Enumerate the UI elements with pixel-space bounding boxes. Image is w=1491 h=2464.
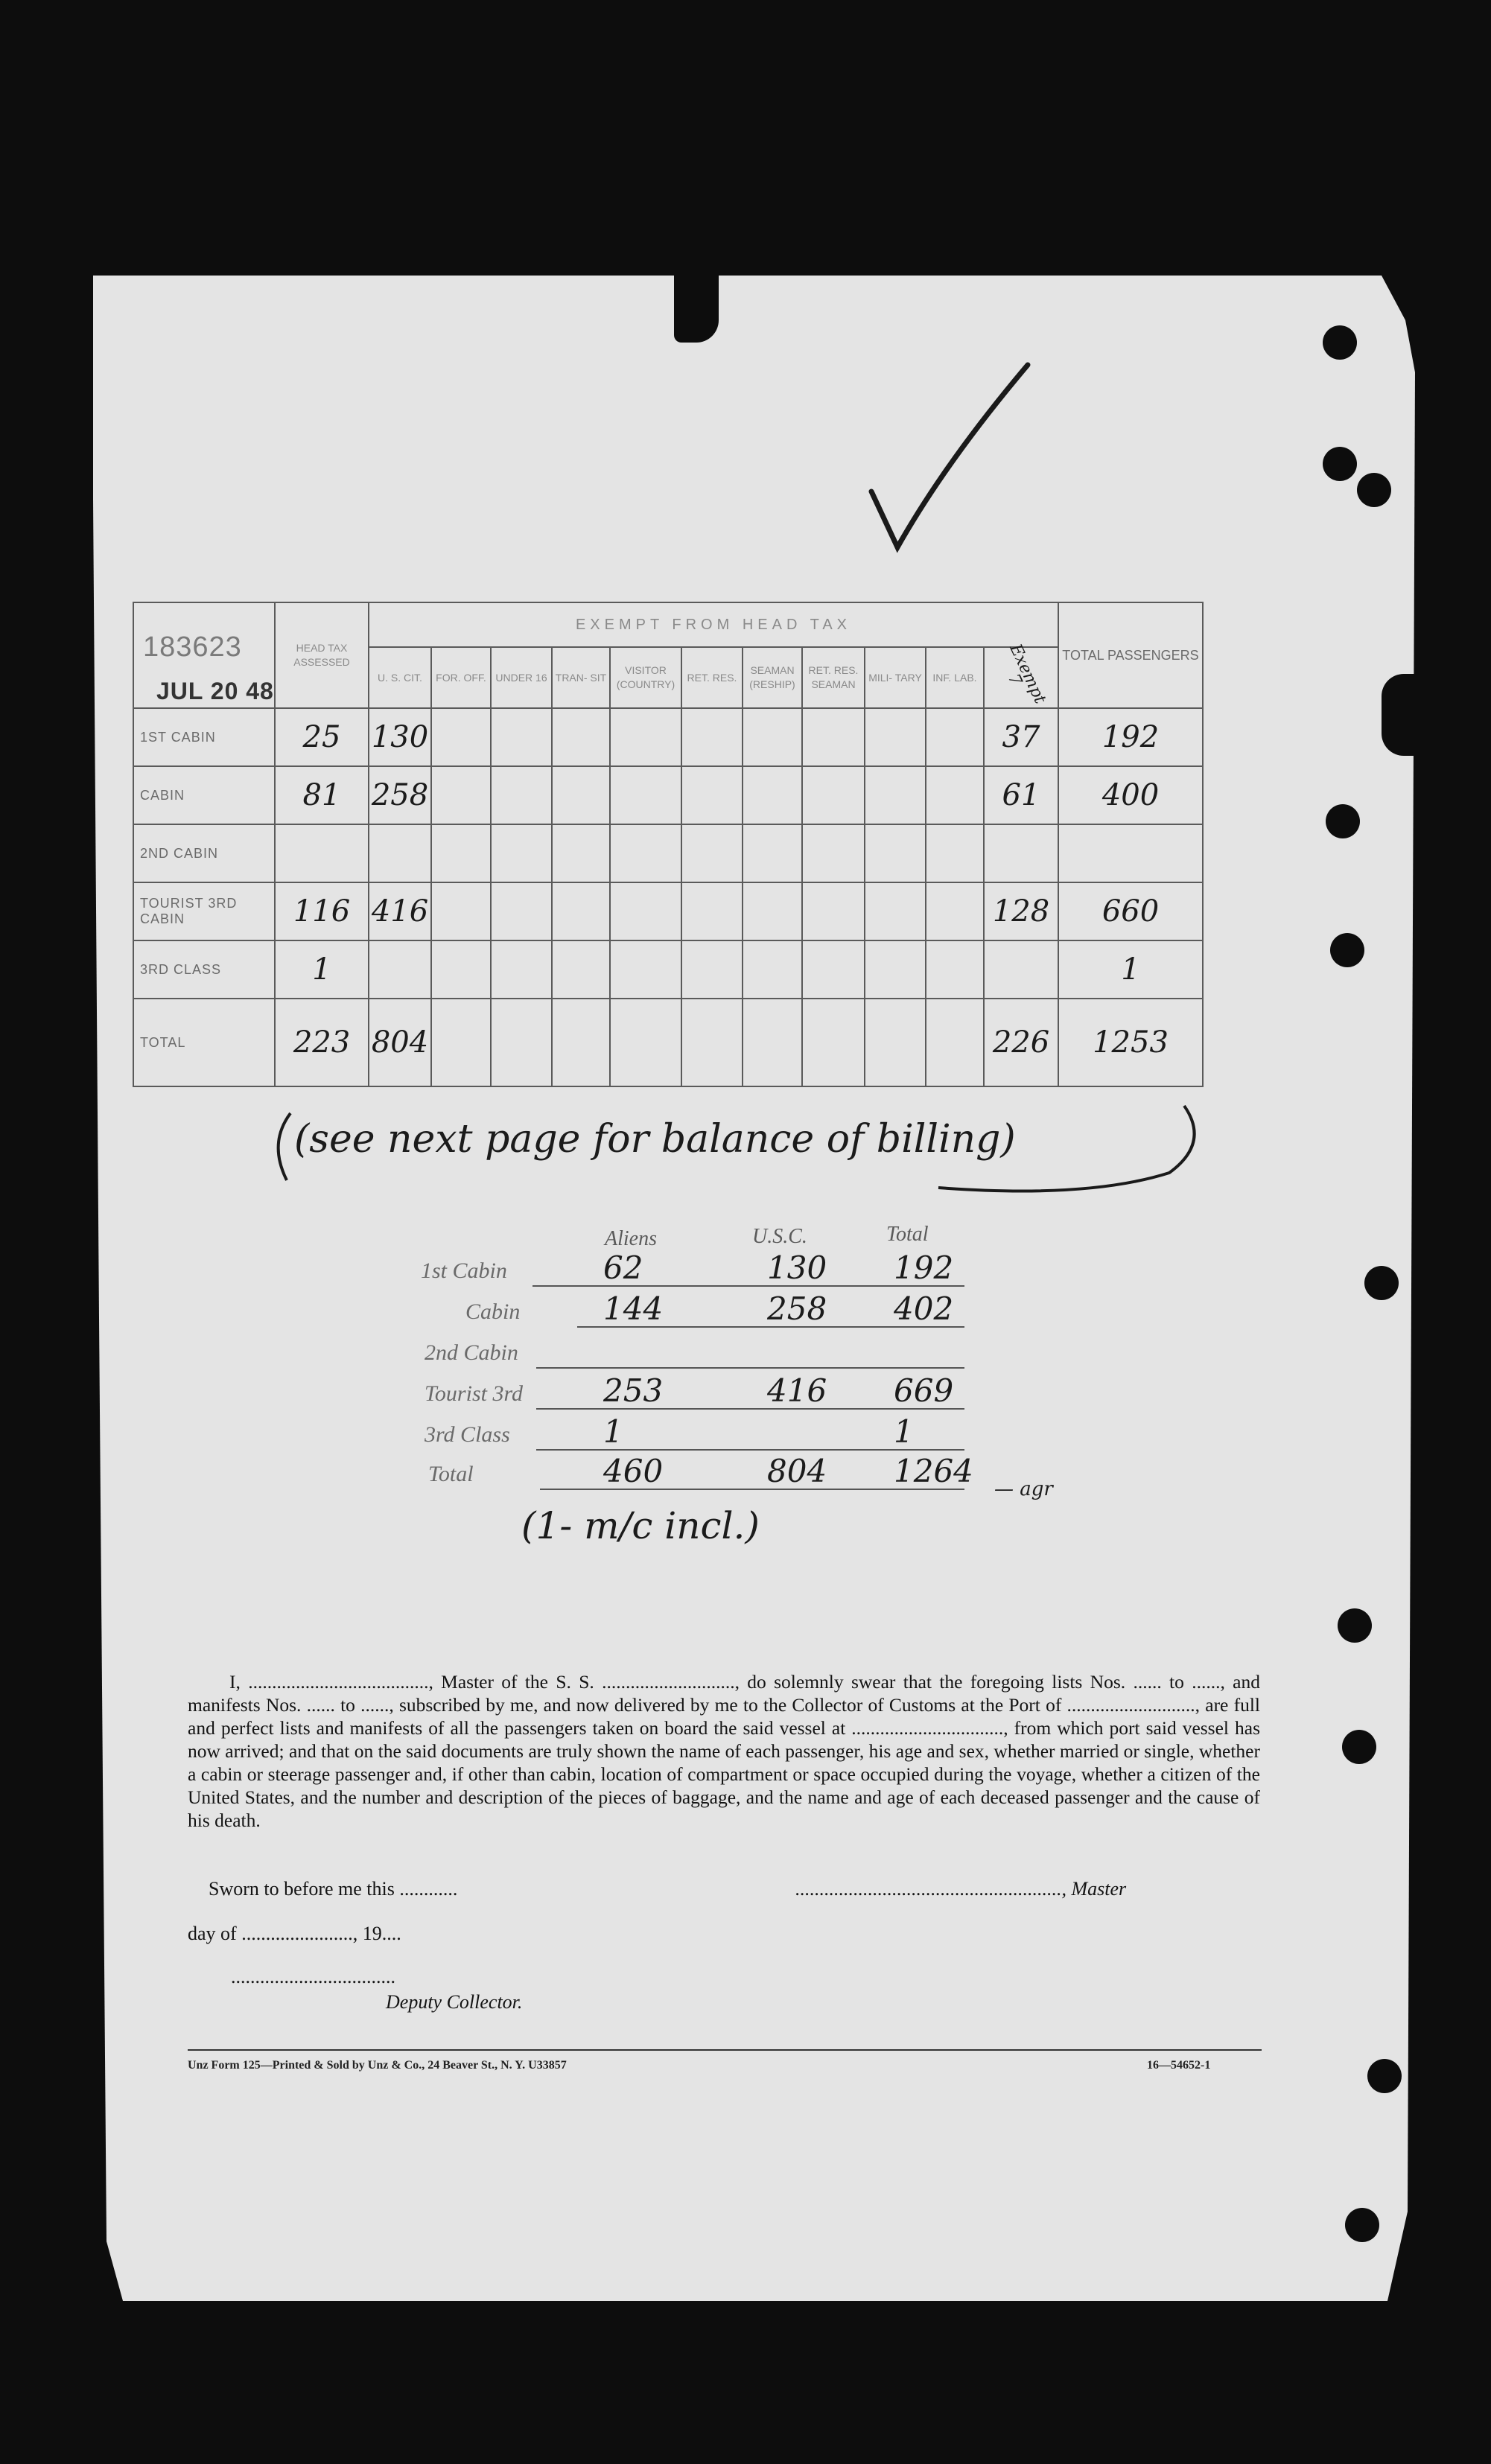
- column-header: SEAMAN (RESHIP): [743, 647, 802, 708]
- table-row: [133, 766, 1203, 824]
- column-header: VISITOR (COUNTRY): [610, 647, 681, 708]
- empty-cell: [610, 940, 681, 999]
- summary-usc-value: 416: [767, 1372, 827, 1409]
- row-label: TOTAL: [133, 999, 275, 1086]
- summary-row-label: Cabin: [465, 1299, 521, 1324]
- head-tax-table: [133, 602, 1204, 1087]
- total-passengers-cell: 660: [1058, 882, 1203, 940]
- total-passengers-cell: 400: [1058, 766, 1203, 824]
- us-citizen-cell: [369, 940, 431, 999]
- summary-usc-value: 130: [767, 1249, 827, 1286]
- footer-right: 16—54652-1: [1147, 2059, 1211, 2072]
- handwritten-column-label: Exempt 7: [984, 647, 1058, 708]
- empty-cell: [431, 708, 491, 766]
- empty-cell: [743, 940, 802, 999]
- empty-cell: [431, 882, 491, 940]
- exempt-count-cell: [984, 824, 1058, 882]
- empty-cell: [681, 766, 743, 824]
- empty-cell: [681, 999, 743, 1086]
- column-header: RET. RES. SEAMAN: [802, 647, 865, 708]
- table-row: [133, 940, 1203, 999]
- empty-cell: [926, 708, 984, 766]
- empty-cell: [802, 766, 865, 824]
- summary-total-value: 402: [894, 1290, 954, 1327]
- summary-aliens-value: 1: [603, 1413, 623, 1450]
- footer-rule: [188, 2049, 1262, 2051]
- empty-cell: [865, 766, 926, 824]
- summary-total-value: 669: [894, 1372, 954, 1409]
- empty-cell: [491, 940, 552, 999]
- exempt-count-cell: 37: [984, 708, 1058, 766]
- summary-parenthetical: (1- m/c incl.): [521, 1504, 760, 1547]
- footer-left: Unz Form 125—Printed & Sold by Unz & Co., 24 Beaver St., N. Y. U33857: [188, 2059, 567, 2072]
- column-header: U. S. CIT.: [369, 647, 431, 708]
- total-passengers-cell: 1253: [1058, 999, 1203, 1086]
- punch-hole: [1326, 804, 1360, 838]
- empty-cell: [865, 940, 926, 999]
- empty-cell: [743, 708, 802, 766]
- summary-row-label: 3rd Class: [425, 1422, 510, 1447]
- empty-cell: [552, 708, 610, 766]
- punch-hole: [1342, 1730, 1376, 1764]
- exempt-header: EXEMPT FROM HEAD TAX: [369, 602, 1058, 647]
- empty-cell: [610, 766, 681, 824]
- summary-row-label: Tourist 3rd: [425, 1381, 524, 1406]
- oath-paragraph: I, ......................................, Master of the S. S. ............................, do solemnly swear that the foregoing lists Nos. ...... to ......, and manifests Nos. ...... to ......, subscribed by me, and now delivered by me to the Collector of Customs at the Port of ..........................., are full and perfect lists and manifests of all the passengers taken on board the said vessel at ................................, from which port said vessel has now arrived; and that on the said documents are truly shown the name of each passenger, his age and sex, whether married or single, whether a cabin or steerage passenger and, if other than cabin, location of compartment or space occupied during the voyage, whether a citizen of the United States, and the number and description of the pieces of baggage, and the name and age of each deceased passenger and the cause of his death.: [188, 1671, 1260, 1831]
- column-header: TRAN- SIT: [552, 647, 610, 708]
- table-row: [133, 882, 1203, 940]
- record-number-stamp: 183623: [143, 631, 242, 663]
- empty-cell: [802, 882, 865, 940]
- column-header: HEAD TAX ASSESSED: [275, 602, 369, 708]
- head-tax-assessed-cell: 223: [275, 999, 369, 1086]
- summary-row-label: 1st Cabin: [421, 1258, 507, 1283]
- empty-cell: [865, 882, 926, 940]
- column-header: TOTAL PASSENGERS: [1058, 602, 1203, 708]
- summary-total-value: 192: [894, 1249, 954, 1286]
- punch-hole: [1338, 1608, 1372, 1643]
- empty-cell: [926, 824, 984, 882]
- us-citizen-cell: 130: [369, 708, 431, 766]
- empty-cell: [802, 940, 865, 999]
- empty-cell: [491, 708, 552, 766]
- punch-hole: [1323, 447, 1357, 481]
- empty-cell: [743, 766, 802, 824]
- row-label: 3RD CLASS: [133, 940, 275, 999]
- column-header: INF. LAB.: [926, 647, 984, 708]
- punch-hole: [1367, 2059, 1402, 2093]
- empty-cell: [926, 882, 984, 940]
- empty-cell: [491, 882, 552, 940]
- empty-cell: [743, 999, 802, 1086]
- total-passengers-cell: 1: [1058, 940, 1203, 999]
- torn-edge: [674, 272, 719, 343]
- summary-usc-value: 804: [767, 1453, 827, 1489]
- summary-aside: — agr: [994, 1478, 1053, 1500]
- document-page: [93, 276, 1415, 2301]
- table-row: [133, 708, 1203, 766]
- head-tax-assessed-cell: 25: [275, 708, 369, 766]
- row-label: 1ST CABIN: [133, 708, 275, 766]
- empty-cell: [926, 999, 984, 1086]
- sworn-line: Sworn to before me this ............: [209, 1878, 458, 1900]
- checkmark-icon: [864, 357, 1043, 566]
- summary-rule: [536, 1367, 964, 1369]
- empty-cell: [431, 824, 491, 882]
- total-passengers-cell: 192: [1058, 708, 1203, 766]
- exempt-count-cell: 128: [984, 882, 1058, 940]
- column-header: FOR. OFF.: [431, 647, 491, 708]
- empty-cell: [865, 824, 926, 882]
- collector-label: Deputy Collector.: [386, 1991, 523, 2013]
- empty-cell: [552, 824, 610, 882]
- empty-cell: [865, 999, 926, 1086]
- punch-hole: [1364, 1266, 1399, 1300]
- empty-cell: [743, 882, 802, 940]
- empty-cell: [926, 940, 984, 999]
- column-header: RET. RES.: [681, 647, 743, 708]
- summary-row-label: 2nd Cabin: [425, 1340, 518, 1365]
- empty-cell: [431, 766, 491, 824]
- summary-row-label: Total: [428, 1462, 474, 1486]
- column-header: MILI- TARY: [865, 647, 926, 708]
- column-header: UNDER 16: [491, 647, 552, 708]
- punch-hole: [1357, 473, 1391, 507]
- empty-cell: [552, 882, 610, 940]
- empty-cell: [865, 708, 926, 766]
- head-tax-assessed-cell: 81: [275, 766, 369, 824]
- table-row: [133, 999, 1203, 1086]
- summary-total-value: 1: [894, 1413, 914, 1450]
- empty-cell: [681, 824, 743, 882]
- empty-cell: [681, 708, 743, 766]
- summary-header: Aliens: [605, 1227, 657, 1250]
- empty-cell: [610, 999, 681, 1086]
- us-citizen-cell: 416: [369, 882, 431, 940]
- punch-hole: [1345, 2208, 1379, 2242]
- head-tax-assessed-cell: 116: [275, 882, 369, 940]
- corner-cell: [133, 602, 275, 708]
- empty-cell: [491, 766, 552, 824]
- total-passengers-cell: [1058, 824, 1203, 882]
- summary-total-value: 1264: [894, 1453, 973, 1489]
- empty-cell: [552, 766, 610, 824]
- us-citizen-cell: [369, 824, 431, 882]
- empty-cell: [431, 999, 491, 1086]
- summary-aliens-value: 144: [603, 1290, 664, 1327]
- exempt-count-cell: 61: [984, 766, 1058, 824]
- punch-hole: [1323, 325, 1357, 360]
- table-row: [133, 824, 1203, 882]
- empty-cell: [552, 940, 610, 999]
- row-label: 2ND CABIN: [133, 824, 275, 882]
- empty-cell: [681, 882, 743, 940]
- master-signature-line: ......................................................., Master: [795, 1878, 1127, 1900]
- summary-aliens-value: 62: [603, 1249, 643, 1286]
- summary-aliens-value: 460: [603, 1453, 664, 1489]
- empty-cell: [743, 824, 802, 882]
- row-label: CABIN: [133, 766, 275, 824]
- empty-cell: [802, 708, 865, 766]
- us-citizen-cell: 804: [369, 999, 431, 1086]
- empty-cell: [610, 708, 681, 766]
- collector-signature-line: ..................................: [231, 1966, 395, 1987]
- empty-cell: [552, 999, 610, 1086]
- day-of-line: day of ......................., 19....: [188, 1923, 401, 1944]
- us-citizen-cell: 258: [369, 766, 431, 824]
- summary-header: Total: [886, 1223, 929, 1246]
- empty-cell: [926, 766, 984, 824]
- empty-cell: [802, 999, 865, 1086]
- handwritten-note: (see next page for balance of billing): [294, 1117, 1016, 1162]
- head-tax-assessed-cell: [275, 824, 369, 882]
- punch-hole: [1330, 933, 1364, 967]
- empty-cell: [491, 999, 552, 1086]
- empty-cell: [610, 882, 681, 940]
- exempt-count-cell: [984, 940, 1058, 999]
- summary-usc-value: 258: [767, 1290, 827, 1327]
- empty-cell: [491, 824, 552, 882]
- empty-cell: [431, 940, 491, 999]
- empty-cell: [610, 824, 681, 882]
- date-stamp: JUL 20 48: [156, 678, 274, 704]
- head-tax-assessed-cell: 1: [275, 940, 369, 999]
- exempt-count-cell: 226: [984, 999, 1058, 1086]
- empty-cell: [681, 940, 743, 999]
- torn-edge: [1382, 674, 1419, 756]
- empty-cell: [802, 824, 865, 882]
- row-label: TOURIST 3RD CABIN: [133, 882, 275, 940]
- summary-header: U.S.C.: [752, 1225, 807, 1248]
- summary-aliens-value: 253: [603, 1372, 664, 1409]
